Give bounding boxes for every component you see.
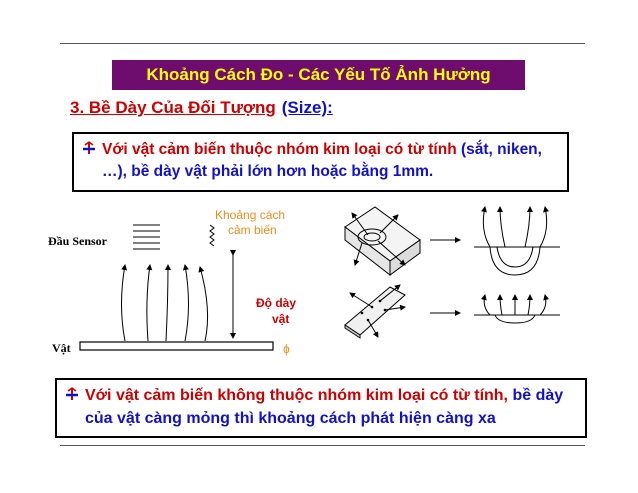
thick-field-view xyxy=(474,207,560,275)
note1-blue: (sắt, niken, …), bề dày vật phải lớn hơn hoặc bằng 1mm. xyxy=(102,141,542,180)
sensor-label: Đầu Sensor xyxy=(48,234,108,248)
thin-field-view xyxy=(474,295,560,323)
note1-red: Với vật cảm biến thuộc nhóm kim loại có từ tính xyxy=(102,141,457,158)
slide-title: Khoảng Cách Đo - Các Yếu Tố Ảnh Hưởng xyxy=(112,60,525,90)
object-label: Vật xyxy=(52,341,71,355)
section-heading xyxy=(70,98,333,118)
field-lines xyxy=(122,265,208,341)
thickness-label-1: Độ dày xyxy=(256,296,297,310)
bullet-icon xyxy=(65,387,79,401)
sensor-head xyxy=(133,225,160,249)
thin-plate xyxy=(345,285,405,338)
thickness-label-2: vật xyxy=(272,312,290,326)
note2-blue: bề dày của vật càng mỏng thì khoảng cách phát hiện càng xa xyxy=(85,387,564,427)
distance-label-1: Khoảng cách xyxy=(215,208,286,222)
top-rule xyxy=(60,43,585,44)
distance-label-2: cảm biến xyxy=(228,223,277,237)
bullet-icon xyxy=(82,141,96,155)
note-box-nonmagnetic xyxy=(55,378,587,438)
note-text-magnetic xyxy=(102,139,557,183)
thickness-symbol: ϕ xyxy=(283,342,290,356)
bottom-rule xyxy=(60,445,585,446)
heading-size: (Size): xyxy=(281,98,333,117)
thick-block xyxy=(345,207,420,275)
note-text-nonmagnetic xyxy=(85,384,575,430)
distance-zigzag xyxy=(210,225,214,246)
thickness-diagram xyxy=(0,195,638,375)
heading-main: 3. Bề Dày Của Đối Tượng xyxy=(70,98,276,117)
note-box-magnetic xyxy=(72,132,569,192)
object-plate xyxy=(80,342,273,350)
note2-red: Với vật cảm biến không thuộc nhóm kim loại có từ tính, xyxy=(85,387,508,404)
